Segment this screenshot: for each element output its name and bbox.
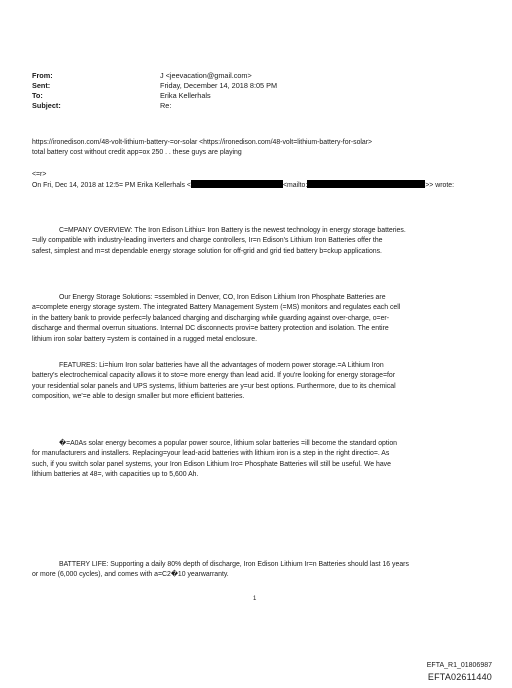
paragraph-energy-storage [32, 293, 484, 345]
bates-number-top: EFTA_R1_01806987 [426, 662, 492, 669]
paragraph-line: lithium iron solar battery =ystem is contained in a rugged metal enclosure. [32, 335, 258, 343]
paragraph-line: discharge and thermal overrun situations. Internal DC disconnects provi=e battery protection and isolation. The entire [32, 325, 389, 333]
paragraph-line: FEATURES: Li=hium Iron solar batteries have all the advantages of modern power storage.=A Lithium Iron [59, 362, 384, 369]
to-value: Erika Kellerhals [160, 91, 211, 100]
link-line: https://ironedison.com/48-volt-lithium-battery-=or-solar <https://ironedison.com/48-volt=lithium-battery-for-solar> [32, 139, 373, 146]
redaction-bar [307, 180, 425, 188]
paragraph-line: Our Energy Storage Solutions: =ssembled in Denver, CO, Iron Edison Lithium Iron Phosphate Batteries are [59, 294, 386, 301]
subject-value: Re: [160, 101, 172, 110]
paragraph-battery-life [32, 560, 484, 581]
sent-value: Friday, December 14, 2018 8:05 PM [160, 81, 278, 90]
paragraph-features [32, 361, 484, 403]
paragraph-line: composition, we'=e able to design smaller but more efficient batteries. [32, 393, 245, 401]
redaction-bar [191, 180, 283, 188]
paragraph-line: C=MPANY OVERVIEW: The Iron Edison Lithiu= Iron Battery is the newest technology in energy storage batteries. [59, 227, 406, 234]
br-tag-line: <=r> [32, 171, 47, 178]
page-number: 1 [253, 596, 257, 602]
paragraph-line: safest, simplest and m=st dependable energy storage solution for off-grid and grid tied battery b=ckup applications. [32, 247, 382, 255]
subject-label: Subject: [32, 101, 61, 110]
paragraph-line: =ully compatible with industry-leading inverters and charge controllers, Ir=n Edison's Lithium Iron Batteries offer the [32, 237, 383, 245]
paragraph-line: such, if you switch solar panel systems, your Iron Edison Lithium Iro= Phosphate Batteries will still be useful. We have [32, 460, 391, 468]
to-label: To: [32, 91, 43, 100]
paragraph-company-overview [32, 226, 484, 257]
quote-header-line [32, 180, 482, 191]
paragraph-line: battery's electrochemical capacity allows it to sto=e more energy than lead acid. If you're looking for energy storage=for [32, 372, 396, 380]
paragraph-line: or more (6,000 cycles), and comes with a=C2�10 yearwarranty. [32, 571, 229, 579]
paragraph-line: your residential solar panels and UPS systems, lithium batteries are y=ur best options. Furthermore, due to its chemical [32, 382, 396, 390]
from-label: From: [32, 71, 53, 80]
paragraph-line: BATTERY LIFE: Supporting a daily 80% depth of discharge, Iron Edison Lithium Ir=n Batteries should last 16 years [59, 561, 409, 568]
paragraph-line: lithium batteries at 48=, with capacities up to 5,600 Ah. [32, 471, 199, 479]
sent-label: Sent: [32, 81, 51, 90]
paragraph-line: �=A0As solar energy becomes a popular power source, lithium solar batteries =ill become the standard option [59, 440, 397, 447]
bates-number-bottom: EFTA02611440 [427, 672, 492, 682]
quote-mailto: <mailto: [282, 182, 308, 189]
paragraph-line: in the battery bank to provide perfec=ly balanced charging and discharging while guarding against over-charge, o=er- [32, 314, 390, 322]
cost-line: total battery cost without credit app=ox 250 . . these guys are playing [32, 149, 242, 156]
quote-start: On Fri, Dec 14, 2018 at 12:5= PM Erika Kellerhals < [32, 182, 191, 189]
paragraph-solar-adoption [32, 439, 484, 481]
quote-end: >> wrote: [425, 182, 455, 189]
from-value: J <jeevacation@gmail.com> [160, 71, 252, 80]
paragraph-line: for manufacturers and installers. Replacing=your lead-acid batteries with lithium iron is a step in the right directio=. As [32, 450, 390, 458]
paragraph-line: a=complete energy storage system. The integrated Battery Management System (=MS) monitors and regulates each cell [32, 304, 401, 312]
